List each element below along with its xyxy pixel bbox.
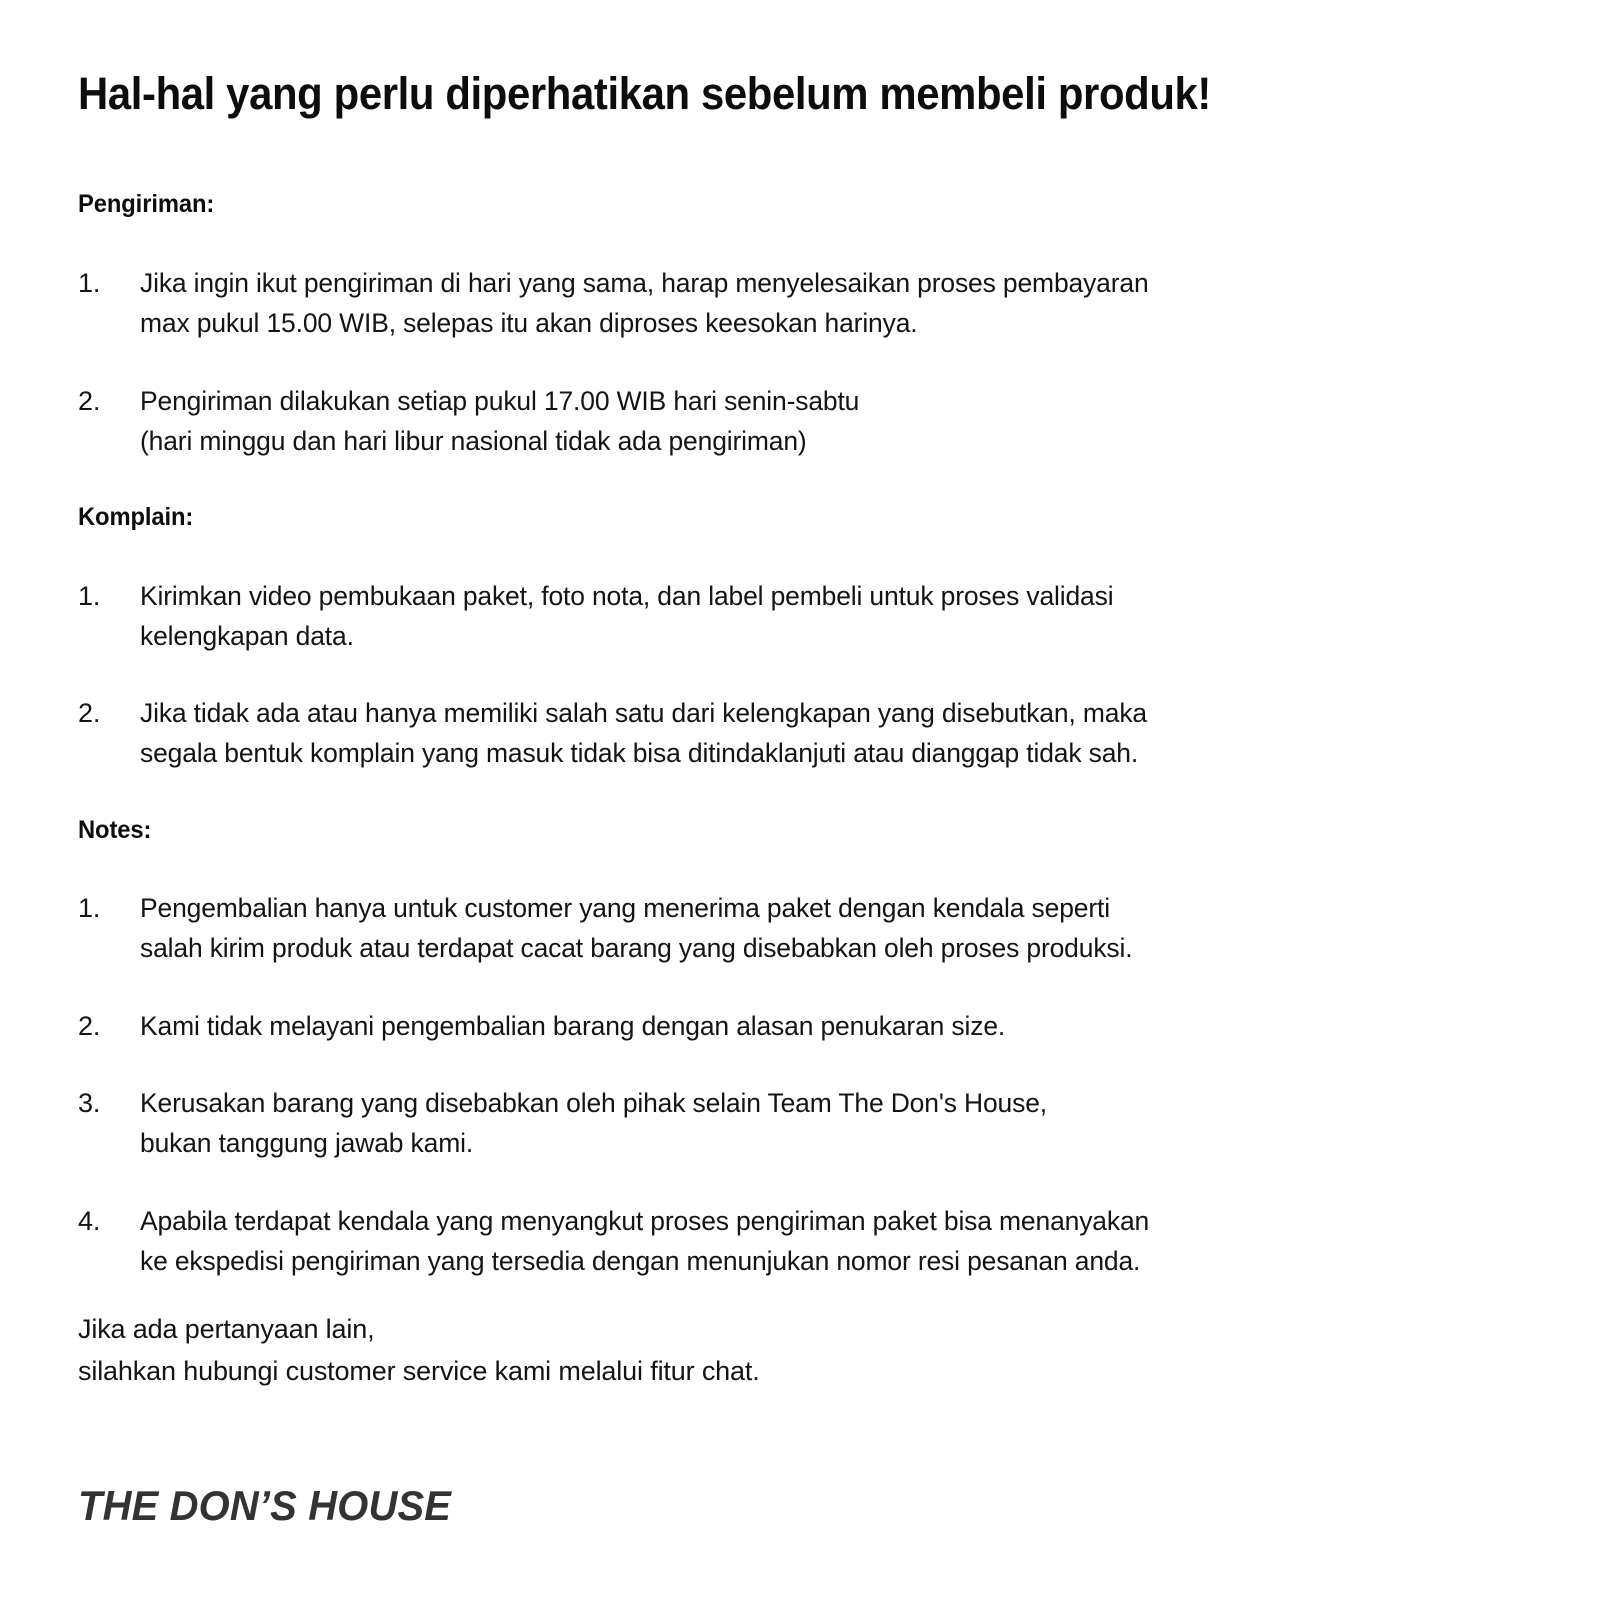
list-item-text — [140, 888, 1432, 968]
section-heading-komplain: Komplain: — [78, 503, 194, 531]
list-item — [78, 1083, 1458, 1163]
page-title: Hal-hal yang perlu diperhatikan sebelum membeli produk! — [78, 68, 1212, 119]
text-line: Jika tidak ada atau hanya memiliki salah satu dari kelengkapan yang disebutkan, maka — [140, 698, 1147, 728]
list-item — [78, 381, 1458, 461]
text-line: max pukul 15.00 WIB, selepas itu akan diproses keesokan harinya. — [140, 308, 918, 338]
list-item — [78, 1006, 1458, 1046]
text-line: (hari minggu dan hari libur nasional tidak ada pengiriman) — [140, 426, 807, 456]
list-marker: 1. — [78, 268, 101, 298]
section-heading-notes: Notes: — [78, 816, 152, 844]
list-item-text — [140, 693, 1432, 773]
list-marker: 4. — [78, 1206, 101, 1236]
text-line: ke ekspedisi pengiriman yang tersedia dengan menunjukan nomor resi pesanan anda. — [140, 1246, 1141, 1276]
list-item — [78, 263, 1458, 343]
text-line: Pengiriman dilakukan setiap pukul 17.00 WIB hari senin-sabtu — [140, 386, 860, 416]
text-line: Kirimkan video pembukaan paket, foto nota, dan label pembeli untuk proses validasi — [140, 581, 1114, 611]
list-item — [78, 693, 1458, 773]
closing-paragraph — [78, 1308, 760, 1392]
brand-logo: THE DON’S HOUSE — [78, 1482, 452, 1529]
text-line: Pengembalian hanya untuk customer yang menerima paket dengan kendala seperti — [140, 893, 1110, 923]
list-item-text — [140, 1083, 1432, 1163]
list-item-text — [140, 576, 1432, 656]
text-line: bukan tanggung jawab kami. — [140, 1128, 474, 1158]
list-marker: 2. — [78, 386, 101, 416]
list-item — [78, 576, 1458, 656]
list-marker: 1. — [78, 893, 101, 923]
text-line: Jika ingin ikut pengiriman di hari yang sama, harap menyelesaikan proses pembayaran — [140, 268, 1149, 298]
text-line: Jika ada pertanyaan lain, — [78, 1314, 375, 1344]
list-item-text — [140, 263, 1432, 343]
list-marker: 2. — [78, 1011, 101, 1041]
list-marker: 2. — [78, 698, 101, 728]
text-line: salah kirim produk atau terdapat cacat barang yang disebabkan oleh proses produksi. — [140, 933, 1133, 963]
text-line: Kami tidak melayani pengembalian barang dengan alasan penukaran size. — [140, 1011, 1006, 1041]
list-marker: 3. — [78, 1088, 101, 1118]
list-item — [78, 888, 1458, 968]
list-marker: 1. — [78, 581, 101, 611]
text-line: kelengkapan data. — [140, 621, 354, 651]
list-item-text — [140, 381, 1432, 461]
section-heading-pengiriman: Pengiriman: — [78, 190, 215, 218]
list-item — [78, 1201, 1458, 1281]
text-line: silahkan hubungi customer service kami melalui fitur chat. — [78, 1356, 760, 1386]
text-line: Kerusakan barang yang disebabkan oleh pihak selain Team The Don's House, — [140, 1088, 1047, 1118]
list-item-text — [140, 1201, 1432, 1281]
text-line: Apabila terdapat kendala yang menyangkut proses pengiriman paket bisa menanyakan — [140, 1206, 1150, 1236]
text-line: segala bentuk komplain yang masuk tidak bisa ditindaklanjuti atau dianggap tidak sah. — [140, 738, 1139, 768]
list-item-text — [140, 1006, 1432, 1046]
